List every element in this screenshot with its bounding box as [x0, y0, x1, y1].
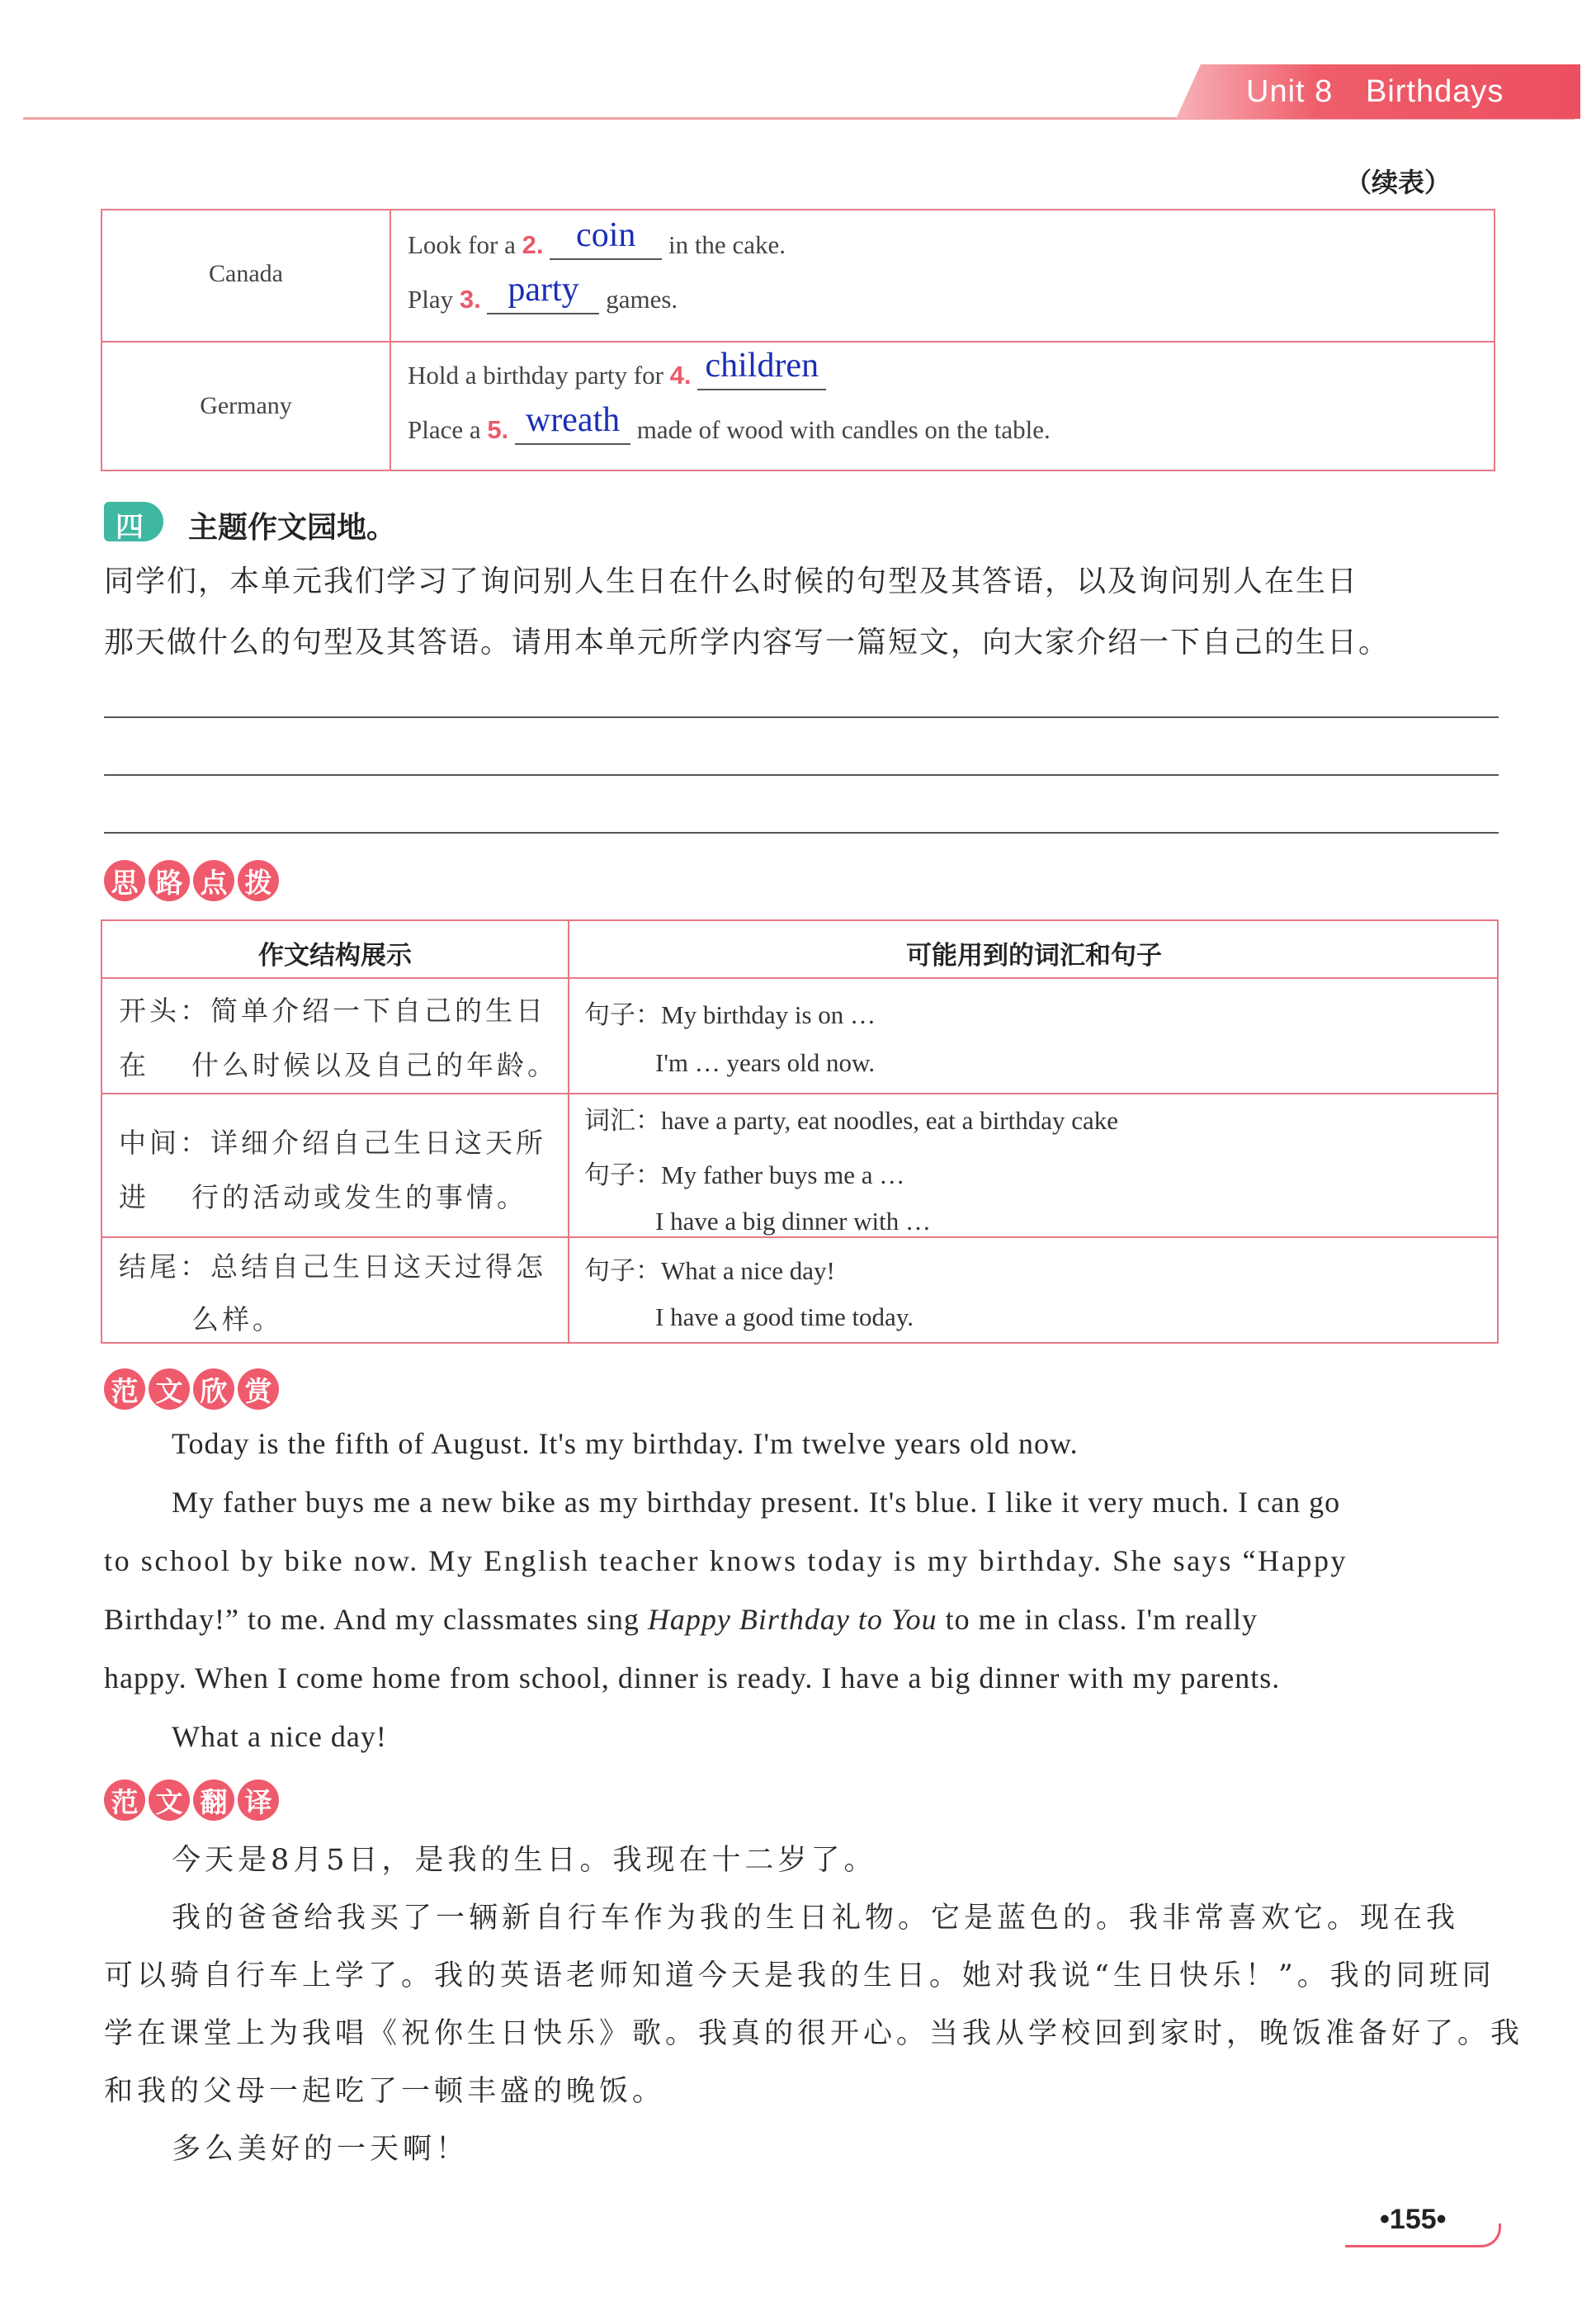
table-divider — [102, 977, 1497, 979]
answer-blank — [697, 347, 826, 390]
unit-label: Unit 8 — [1246, 74, 1334, 109]
country-canada: Canada — [209, 260, 283, 287]
country-germany: Germany — [200, 392, 292, 419]
unit-title: Birthdays — [1366, 74, 1504, 109]
translation-line: 多么美好的一天啊！ — [172, 2133, 470, 2166]
table-row-line: Place a 5. wreath made of wood with candles on the table. — [408, 401, 1051, 444]
translation-line: 学在课堂上为我唱《祝你生日快乐》歌。我真的很开心。当我从学校回到家时，晚饭准备好了。我 — [104, 2017, 1524, 2050]
translation-line: 今天是8月5日，是我的生日。我现在十二岁了。 — [172, 1844, 877, 1877]
translation-line: 可以骑自行车上学了。我的英语老师知道今天是我的生日。她对我说“生日快乐！”。我的同班同 — [104, 1959, 1495, 1992]
table-row-line: Look for a 2. coin in the cake. — [408, 216, 786, 259]
answer-blank — [550, 216, 662, 260]
structure-intro: 什么时候以及自己的年龄。 — [191, 1049, 558, 1081]
phrase-line: 词汇：have a party, eat noodles, eat a birthday cake — [584, 1106, 1119, 1135]
sample-paragraph: My father buys me a new bike as my birthday present. It's blue. I like it very much. I can go — [172, 1486, 1341, 1519]
answer-text: wreath — [525, 401, 621, 439]
table-divider — [102, 341, 1494, 343]
answer-blank — [487, 271, 599, 314]
phrase-line: 句子：My father buys me a … — [584, 1160, 905, 1189]
sample-paragraph: happy. When I come home from school, dinner is ready. I have a big dinner with my parents. — [104, 1661, 1281, 1694]
answer-text: children — [705, 347, 819, 385]
answer-text: party — [508, 271, 579, 309]
structure-ending: 么样。 — [191, 1303, 283, 1335]
writing-line[interactable] — [104, 832, 1499, 834]
col-header-structure: 作文结构展示 — [258, 941, 412, 971]
table-divider — [568, 921, 569, 1342]
section-number: 四 — [116, 511, 144, 544]
table-row-line: Hold a birthday party for 4. children — [408, 361, 826, 390]
table-row-line: Play 3. party games. — [408, 271, 678, 314]
phrase-line: 句子：What a nice day! — [584, 1256, 835, 1285]
sample-label: 范 文 欣 赏 — [104, 1368, 279, 1413]
sample-paragraph: to school by bike now. My English teacher knows today is my birthday. She says “Happy — [104, 1544, 1348, 1577]
tips-label: 思 路 点 拨 — [104, 860, 279, 905]
col-header-phrases: 可能用到的词汇和句子 — [906, 941, 1162, 971]
structure-body: 中间：详细介绍自己生日这天所进 — [119, 1127, 546, 1213]
page-number: •155• — [1380, 2204, 1447, 2235]
writing-line[interactable] — [104, 774, 1499, 776]
phrase-line: I have a big dinner with … — [655, 1207, 932, 1236]
phrase-line: 句子：My birthday is on … — [584, 1000, 876, 1029]
sample-paragraph: What a nice day! — [172, 1720, 387, 1753]
customs-table — [101, 209, 1495, 471]
continued-label: （续表） — [1345, 167, 1452, 198]
structure-intro: 开头：简单介绍一下自己的生日在 — [119, 995, 546, 1081]
section-title: 主题作文园地。 — [188, 510, 397, 545]
sample-paragraph: Birthday!” to me. And my classmates sing Happy Birthday to You to me in class. I'm really — [104, 1603, 1258, 1636]
song-title: Happy Birthday to You — [647, 1603, 937, 1636]
writing-structure-table — [101, 919, 1499, 1344]
sample-paragraph: Today is the fifth of August. It's my birthday. I'm twelve years old now. — [172, 1427, 1079, 1460]
structure-ending: 结尾：总结自己生日这天过得怎 — [119, 1250, 546, 1283]
instruction-line: 那天做什么的句型及其答语。请用本单元所学内容写一篇短文，向大家介绍一下自己的生日。 — [104, 626, 1391, 659]
page-number-underline — [1345, 2245, 1461, 2247]
table-divider — [102, 1093, 1497, 1094]
translation-line: 和我的父母一起吃了一顿丰盛的晚饭。 — [104, 2075, 666, 2108]
writing-line[interactable] — [104, 716, 1499, 718]
page-number-flourish — [1459, 2224, 1501, 2247]
table-divider — [390, 210, 391, 470]
table-divider — [102, 1236, 1497, 1238]
translation-label: 范 文 翻 译 — [104, 1779, 279, 1824]
answer-text: coin — [576, 216, 636, 254]
phrase-line: I have a good time today. — [655, 1302, 914, 1331]
instruction-line: 同学们，本单元我们学习了询问别人生日在什么时候的句型及其答语，以及询问别人在生日 — [104, 565, 1359, 598]
translation-line: 我的爸爸给我买了一辆新自行车作为我的生日礼物。它是蓝色的。我非常喜欢它。现在我 — [172, 1902, 1460, 1935]
structure-body: 行的活动或发生的事情。 — [191, 1181, 527, 1213]
phrase-line: I'm … years old now. — [655, 1048, 876, 1077]
answer-blank — [515, 401, 630, 445]
